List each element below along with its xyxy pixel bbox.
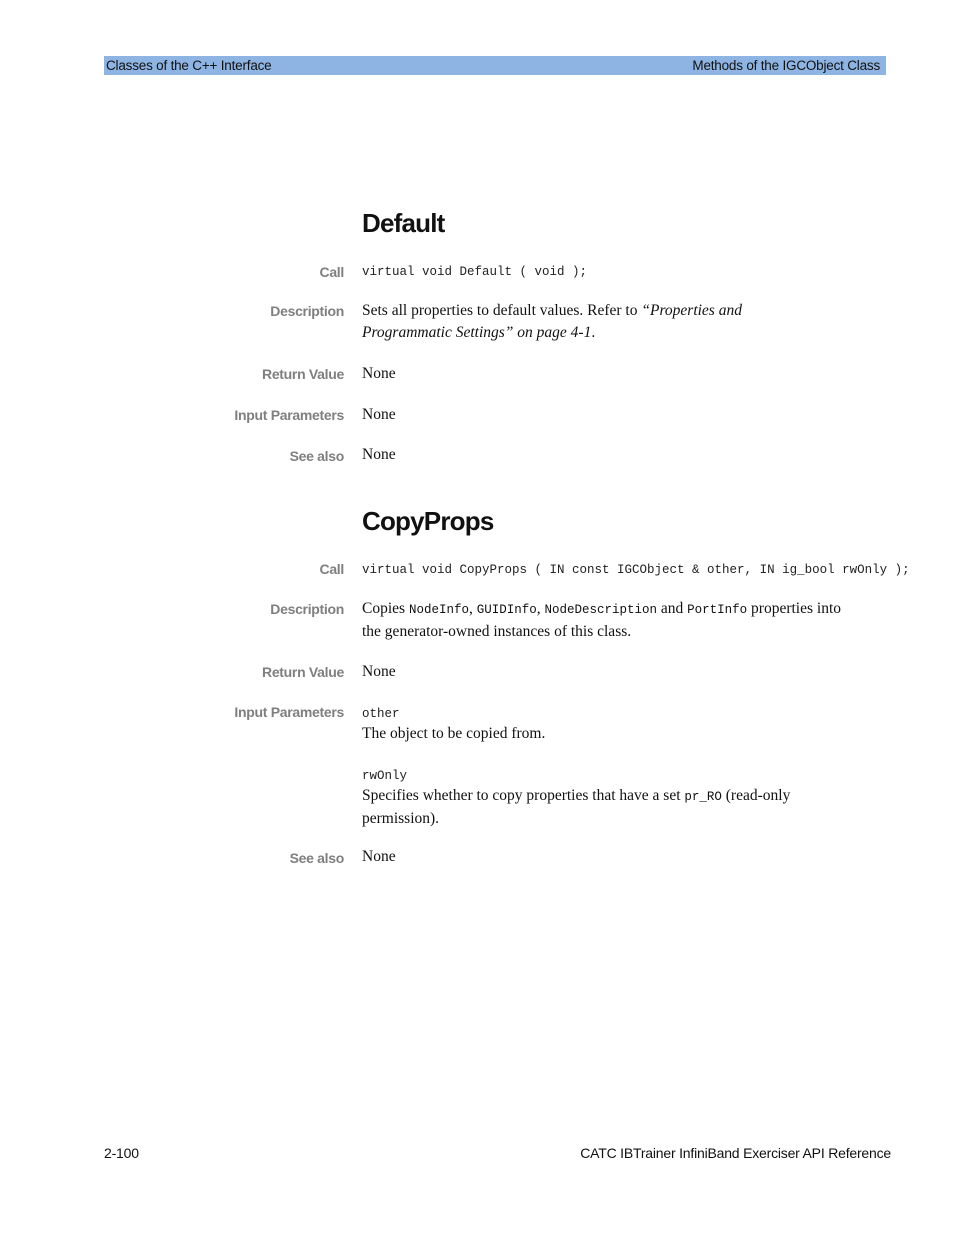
running-header xyxy=(104,56,886,75)
section-title-copyprops: CopyProps xyxy=(362,506,494,536)
label-see-also: See also xyxy=(289,448,344,464)
default-call-signature: virtual void Default ( void ); xyxy=(362,265,588,279)
label-call: Call xyxy=(319,561,344,577)
param-name-rwonly: rwOnly xyxy=(362,769,408,783)
param-name-other: other xyxy=(362,707,400,721)
label-call: Call xyxy=(319,264,344,280)
code-pr-ro: pr_RO xyxy=(684,790,722,804)
default-see-also: None xyxy=(362,446,396,463)
label-return-value: Return Value xyxy=(262,366,344,382)
page-number: 2-100 xyxy=(104,1145,139,1161)
copyprops-see-also: None xyxy=(362,848,396,865)
default-return-value: None xyxy=(362,365,396,382)
header-chapter-title: Classes of the C++ Interface xyxy=(106,58,272,73)
description-text: Sets all properties to default values. Refer to xyxy=(362,302,642,319)
code-portinfo: PortInfo xyxy=(687,603,748,617)
code-nodedescription: NodeDescription xyxy=(544,603,657,617)
copyprops-call-signature: virtual void CopyProps ( IN const IGCObject & other, IN ig_bool rwOnly ); xyxy=(362,563,910,577)
label-description: Description xyxy=(270,601,344,617)
code-guidinfo: GUIDInfo xyxy=(476,603,537,617)
label-see-also: See also xyxy=(289,850,344,866)
header-section-title: Methods of the IGCObject Class xyxy=(692,58,880,73)
copyprops-return-value: None xyxy=(362,663,396,680)
code-nodeinfo: NodeInfo xyxy=(408,603,469,617)
label-description: Description xyxy=(270,303,344,319)
book-title: CATC IBTrainer InfiniBand Exerciser API Reference xyxy=(580,1145,891,1161)
label-return-value: Return Value xyxy=(262,664,344,680)
label-input-parameters: Input Parameters xyxy=(234,704,344,720)
param-desc-other: The object to be copied from. xyxy=(362,725,546,742)
default-description: Sets all properties to default values. Refer to “Properties and Programmatic Settings” on page 4-1. xyxy=(362,302,742,341)
cross-reference-link[interactable]: “Properties and Programmatic Settings” on page 4-1 xyxy=(362,302,742,341)
default-input-parameters: None xyxy=(362,406,396,423)
label-input-parameters: Input Parameters xyxy=(234,407,344,423)
param-desc-rwonly: Specifies whether to copy properties that have a set pr_RO (read-only permission). xyxy=(362,787,791,827)
copyprops-description: Copies NodeInfo, GUIDInfo, NodeDescription and PortInfo properties into the generator-owned instances of this class. xyxy=(362,600,841,640)
section-title-default: Default xyxy=(362,208,445,238)
